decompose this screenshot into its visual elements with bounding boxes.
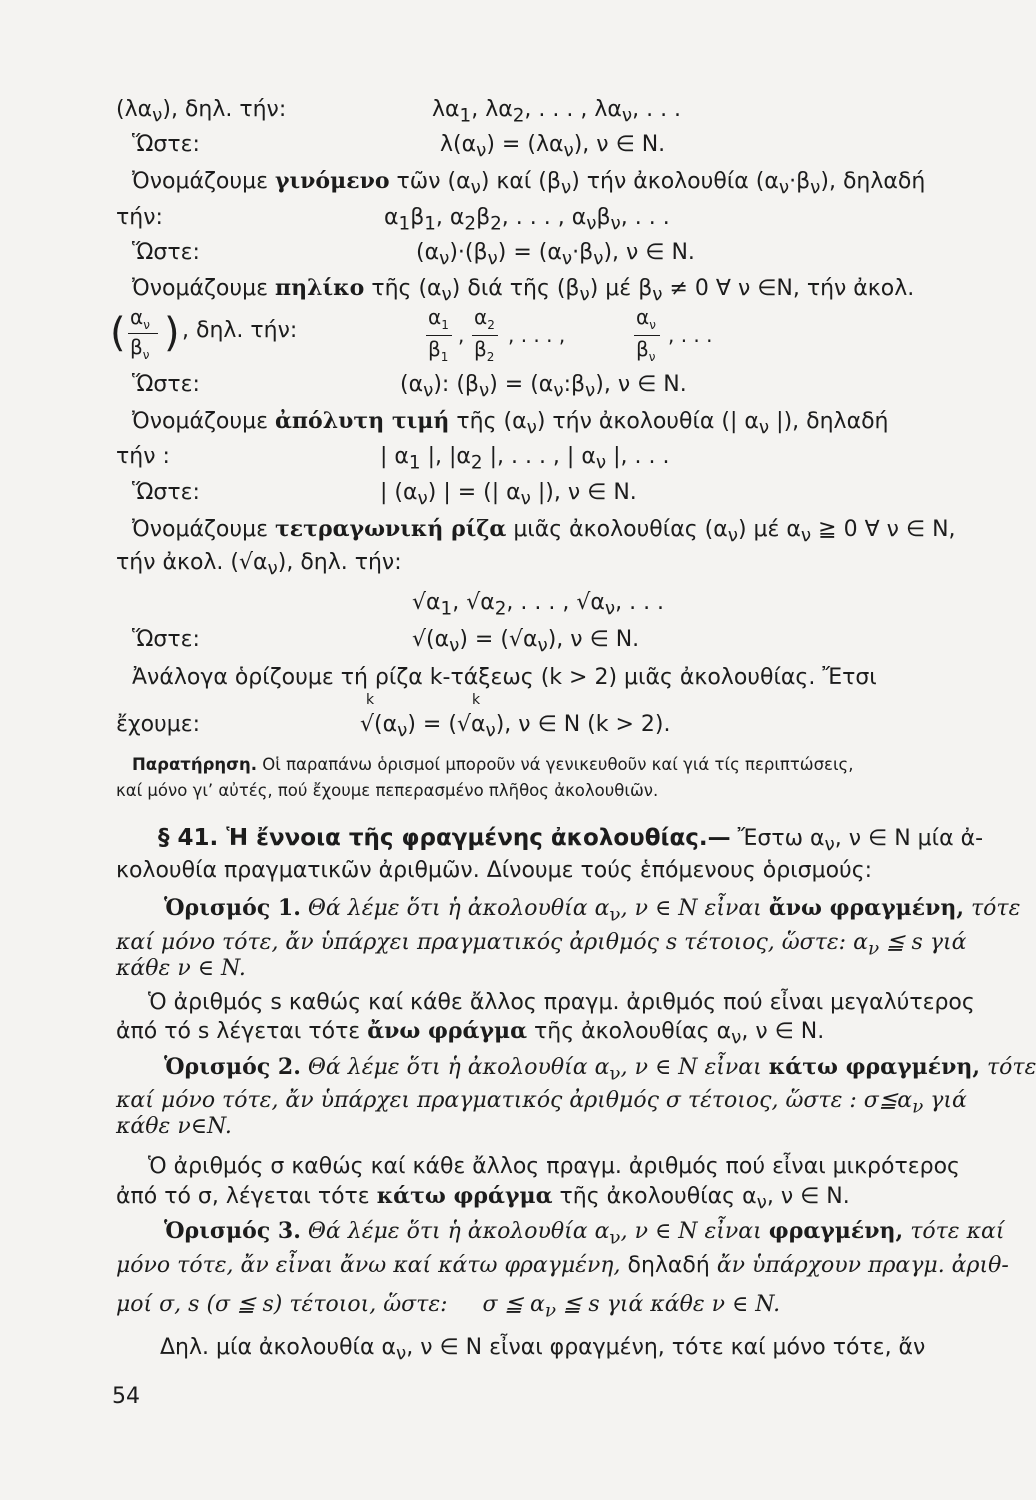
text: ), ν ∈ N (k > 2). — [495, 712, 671, 737]
sub: ν — [593, 248, 604, 270]
sub: ν — [585, 380, 596, 402]
text: τότε — [987, 1055, 1036, 1080]
sub: ν — [520, 488, 531, 510]
text: μόνο τότε, ἄν εἶναι ἄνω καί κάτω φραγμένη, — [116, 1253, 621, 1278]
definition-label: Ὁρισμός 1. — [164, 895, 301, 921]
text: ) = (α — [497, 240, 562, 265]
line-10-left: τήν : — [116, 444, 170, 469]
definition-1-line-5 — [116, 1016, 824, 1053]
text: , λα — [471, 97, 513, 122]
sub: ν — [609, 904, 621, 926]
text: , ν ∈ N εἶναι — [620, 1219, 762, 1244]
text: √(α — [360, 712, 398, 737]
definition-2-line-4: Ὁ ἀριθμός σ καθώς καί κάθε ἄλλος πραγμ. ἀριθμός πού εἶναι μικρότερος — [148, 1154, 960, 1179]
term-upper-bounded: ἄνω φραγμένη, — [768, 895, 964, 921]
sub: ν — [417, 488, 428, 510]
fraction-alpha-over-beta: ( $\alpha_\nu$ $\beta_\nu$ ) — [110, 305, 180, 362]
definition-1-line-3: κάθε ν ∈ N. — [116, 956, 246, 981]
sub: ν — [395, 1343, 407, 1365]
sub: ν — [604, 598, 616, 620]
line-4-left: τήν: — [116, 205, 163, 230]
sub: 2 — [470, 452, 483, 474]
text: τῶν (α — [396, 169, 471, 194]
text: , . . . — [668, 323, 713, 347]
sub: ν — [824, 834, 835, 856]
text: ), δηλαδή — [820, 169, 926, 194]
definition-2-line-2 — [116, 1086, 967, 1122]
text: β — [476, 205, 491, 230]
text: δηλαδή — [627, 1253, 710, 1278]
text: ≦ s γιά κάθε ν ∈ N. — [555, 1292, 781, 1317]
text: μιᾶς ἀκολουθίας (α — [513, 517, 728, 542]
sub: 1 — [459, 105, 472, 127]
text: Δηλ. μία ἀκολουθία α — [160, 1335, 396, 1360]
sub: ν — [756, 1192, 767, 1214]
note-label: Παρατήρηση. — [132, 755, 257, 774]
sub: ν — [609, 1227, 621, 1249]
term-quotient: πηλίκο — [275, 275, 365, 301]
sub: ν — [544, 1300, 556, 1322]
sub: 1 — [408, 452, 421, 474]
sub: ν — [478, 380, 490, 402]
line-2-left: Ὥστε: — [132, 132, 200, 157]
definition-3-line-2 — [116, 1251, 1009, 1281]
text: (λα — [116, 97, 153, 122]
term-lower-bound: κάτω φράγμα — [376, 1183, 553, 1209]
text: α — [384, 205, 399, 230]
text: α — [474, 305, 488, 329]
note-line-1 — [132, 753, 854, 777]
text: | α — [380, 444, 409, 469]
fraction-bar — [472, 335, 498, 336]
line-13 — [116, 548, 402, 584]
numerator: α — [130, 305, 144, 329]
sub: 1 — [440, 598, 453, 620]
text: α — [636, 305, 650, 329]
sub: ν — [758, 417, 770, 439]
note-line-2: καί μόνο γι’ αὐτές, πού ἔχουμε πεπερασμένο πλῆθος ἀκολουθιῶν. — [116, 781, 659, 800]
text: :β — [563, 372, 586, 397]
fraction-bar — [634, 335, 660, 336]
text: , . . . — [620, 205, 670, 230]
text: ) = (√α — [407, 712, 486, 737]
definition-label: Ὁρισμός 2. — [164, 1054, 301, 1080]
line-12 — [132, 514, 956, 551]
text: |, . . . , | α — [482, 444, 596, 469]
k-index-1: k — [366, 692, 375, 708]
sub: ν — [487, 248, 498, 270]
text: , ν ∈ N εἶναι — [620, 1055, 762, 1080]
text: , ν ∈ N εἶναι — [620, 896, 762, 921]
sub: ν — [810, 177, 821, 199]
sub: ν — [470, 177, 481, 199]
text: ≠ 0 ∀ ν ∈N, τήν ἀκολ. — [662, 276, 915, 301]
sub: ν — [778, 177, 790, 199]
definition-1-line-4: Ὁ ἀριθμός s καθώς καί κάθε ἄλλος πραγμ. ἀριθμός πού εἶναι μεγαλύτερος — [148, 990, 975, 1015]
text: ), δηλ. τήν: — [277, 550, 402, 575]
text: τότε καί — [910, 1219, 1005, 1244]
sub: 1 — [424, 213, 436, 235]
term-product: γινόμενο — [275, 168, 390, 194]
k-index-2: k — [472, 692, 481, 708]
sub: ν — [912, 1096, 924, 1118]
text: ): (β — [433, 372, 479, 397]
text: , . . . , λα — [524, 97, 622, 122]
term-square-root: τετραγωνική ρίζα — [275, 516, 507, 542]
line-5-left: Ὥστε: — [132, 240, 200, 265]
text: ), ν ∈ N. — [547, 627, 640, 652]
text: β — [596, 205, 611, 230]
definition-label: Ὁρισμός 3. — [164, 1218, 301, 1244]
text: ) | = (| α — [427, 480, 521, 505]
sub: 2 — [464, 213, 477, 235]
sub: ν — [595, 452, 607, 474]
definition-1-line-1 — [164, 893, 1020, 930]
text: , . . . — [632, 97, 682, 122]
sub: ν — [485, 720, 496, 742]
definition-2-line-3: κάθε ν∈N. — [116, 1114, 232, 1139]
sub: ν — [537, 635, 548, 657]
text: , √α — [452, 590, 495, 615]
sub: ν — [727, 525, 738, 547]
text: , . . . , — [508, 323, 566, 347]
closing-line — [160, 1333, 925, 1369]
sub: ν — [476, 140, 487, 162]
fraction-bar — [426, 335, 452, 336]
text: ) διά τῆς (β — [451, 276, 580, 301]
sub: ν — [609, 1063, 621, 1085]
text: Οἱ παραπάνω ὁρισμοί μποροῦν νά γενικευθοῦν καί γιά τίς περιπτώσεις, — [262, 755, 854, 774]
line-7-formula: $\alpha_1$ $\beta_1$ , $\alpha_2$ $\beta_2$ , . . . , $\alpha_\nu$ $\beta_\nu$ , . . . — [428, 305, 713, 364]
text: ·β — [572, 240, 594, 265]
sub: 2 — [490, 213, 502, 235]
sub: ν — [649, 318, 656, 332]
definition-2-line-1 — [164, 1052, 1036, 1089]
text: , . . . , α — [501, 205, 587, 230]
sub: ν — [563, 140, 574, 162]
sub: 2 — [487, 318, 495, 332]
line-11-formula — [380, 478, 637, 514]
sub: ν — [553, 380, 564, 402]
line-15-left: Ὥστε: — [132, 627, 200, 652]
line-4-formula — [384, 203, 670, 239]
line-3 — [132, 166, 925, 203]
line-17-left: ἔχουμε: — [116, 712, 201, 737]
sub: ν — [648, 350, 656, 364]
sub: ν — [439, 248, 450, 270]
text: β — [410, 205, 425, 230]
sub: ν — [610, 213, 621, 235]
sub: ν — [586, 213, 597, 235]
text: |, . . . — [606, 444, 670, 469]
section-41-heading — [158, 823, 983, 860]
text: | (α — [380, 480, 418, 505]
term-lower-bounded: κάτω φραγμένη, — [768, 1054, 981, 1080]
text: , ν ∈ N εἶναι φραγμένη, τότε καί μόνο τότε, ἄν — [406, 1335, 926, 1360]
text: Ὀνομάζουμε — [132, 409, 268, 434]
text: ≦ s γιά — [879, 930, 967, 955]
sub: ν — [441, 284, 452, 306]
line-8-formula — [400, 370, 687, 406]
text: , . . . , √α — [506, 590, 605, 615]
term-bounded: φραγμένη, — [768, 1218, 904, 1244]
text: β — [428, 337, 441, 361]
sub: ν — [152, 105, 163, 127]
sub: ν — [267, 558, 278, 580]
line-14-formula — [412, 588, 664, 624]
line-17-formula — [360, 710, 671, 746]
text: β — [636, 337, 649, 361]
text: |), ν ∈ N. — [530, 480, 637, 505]
text: ) = (√α — [459, 627, 538, 652]
line-10-formula — [380, 442, 669, 478]
text: ), ν ∈ N. — [595, 372, 687, 397]
denominator: β — [130, 335, 143, 359]
text: σ ≦ α — [482, 1292, 545, 1317]
sub: ν — [143, 318, 150, 332]
term-upper-bound: ἄνω φράγμα — [367, 1018, 528, 1044]
text: Θά λέμε ὅτι ἡ ἀκολουθία — [307, 896, 588, 921]
sub: ν — [449, 635, 460, 657]
line-1-left — [116, 95, 286, 131]
text: ·β — [789, 169, 811, 194]
sub: 1 — [441, 318, 449, 332]
text: λ(α — [440, 132, 477, 157]
definition-3-line-1 — [164, 1216, 1004, 1253]
text: τότε — [971, 896, 1021, 921]
text: καί μόνο τότε, ἄν ὑπάρχει πραγματικός ἀριθμός s τέτοιος, ὥστε: α — [116, 930, 868, 955]
text: |), δηλαδή — [769, 409, 889, 434]
text: Θά λέμε ὅτι ἡ ἀκολουθία α — [307, 1055, 610, 1080]
sub: 2 — [486, 350, 495, 364]
fraction-bar — [128, 333, 158, 334]
text: , ν ∈ N. — [741, 1019, 825, 1044]
text: (α — [400, 372, 424, 397]
line-8-left: Ὥστε: — [132, 372, 200, 397]
sub: 2 — [512, 105, 525, 127]
line-1-formula — [432, 95, 681, 131]
line-15-formula — [412, 625, 639, 661]
text: ) τήν ἀκολουθία (α — [571, 169, 779, 194]
sub: ν — [561, 248, 573, 270]
text: |, |α — [420, 444, 471, 469]
text: , . . . — [615, 590, 665, 615]
line-7-left: , δηλ. τήν: — [182, 318, 298, 343]
text: , α — [435, 205, 465, 230]
sub: 1 — [398, 213, 411, 235]
text: Ἔστω α — [737, 826, 825, 851]
text: , ν ∈ N. — [766, 1184, 850, 1209]
text: ἄν ὑπάρχουν πραγμ. ἀριθ- — [716, 1253, 1009, 1278]
text: β — [474, 337, 487, 361]
sub: ν — [731, 1027, 742, 1049]
definition-2-line-5 — [116, 1181, 850, 1218]
line-9 — [132, 406, 888, 443]
sub: ν — [867, 938, 880, 960]
text: ἀπό τό s λέγεται τότε — [116, 1019, 361, 1044]
text: ) = (λα — [486, 132, 564, 157]
text: τήν ἀκολ. (√α — [116, 550, 268, 575]
page-number: 54 — [112, 1384, 140, 1409]
sub: ν — [652, 284, 663, 306]
sub: 2 — [494, 598, 507, 620]
definition-3-line-3 — [116, 1290, 780, 1326]
section-41-line-2: κολουθία πραγματικῶν ἀριθμῶν. Δίνουμε τούς ἑπόμενους ὁρισμούς: — [116, 858, 873, 883]
text: γιά — [923, 1088, 967, 1113]
sub: ν — [621, 105, 633, 127]
text: Θά λέμε ὅτι ἡ ἀκολουθία α — [307, 1219, 610, 1244]
text: ) τήν ἀκολουθία (| α — [536, 409, 759, 434]
text: α — [594, 896, 610, 921]
text: Ὀνομάζουμε — [132, 276, 268, 301]
text: ), ν ∈ N. — [573, 132, 666, 157]
sub: ν — [423, 380, 434, 402]
sub: ν — [142, 348, 150, 362]
text: τῆς ἀκολουθίας α — [534, 1019, 732, 1044]
sub: ν — [526, 417, 537, 439]
line-5-formula — [416, 238, 695, 274]
text: καί μόνο τότε, ἄν ὑπάρχει πραγματικός ἀριθμός σ τέτοιος, ὥστε : σ≦α — [116, 1088, 913, 1113]
sub: ν — [397, 720, 408, 742]
text: (α — [416, 240, 440, 265]
text: α — [428, 305, 442, 329]
text: Ὀνομάζουμε — [132, 517, 268, 542]
text: )·(β — [449, 240, 488, 265]
text: ), δηλ. τήν: — [162, 97, 287, 122]
sub: ν — [800, 525, 812, 547]
text: ) μέ α — [737, 517, 801, 542]
section-title: § 41. Ἡ ἔννοια τῆς φραγμένης ἀκολουθίας.— — [158, 825, 731, 851]
text: ), ν ∈ N. — [603, 240, 695, 265]
text: ) καί (β — [480, 169, 561, 194]
text: √α — [412, 590, 441, 615]
text: ) μέ β — [589, 276, 653, 301]
text: ) = (α — [489, 372, 554, 397]
sub: 1 — [440, 350, 449, 364]
text: τῆς ἀκολουθίας α — [559, 1184, 757, 1209]
line-16: Ἀνάλογα ὁρίζουμε τή ρίζα k-τάξεως (k > 2) μιᾶς ἀκολουθίας. Ἔτσι — [132, 665, 877, 690]
text: √(α — [412, 627, 450, 652]
line-11-left: Ὥστε: — [132, 480, 200, 505]
text: τῆς (α — [371, 276, 442, 301]
text: λα — [432, 97, 460, 122]
text: τῆς (α — [456, 409, 527, 434]
text: μοί σ, s (σ ≦ s) τέτοιοι, ὥστε: — [116, 1292, 448, 1317]
text: , ν ∈ N μία ἀ- — [834, 826, 984, 851]
line-2-formula — [440, 130, 665, 166]
term-absolute-value: ἀπόλυτη τιμή — [275, 408, 450, 434]
sub: ν — [579, 284, 590, 306]
text: Ὀνομάζουμε — [132, 169, 268, 194]
sub: ν — [560, 177, 572, 199]
text: ≧ 0 ∀ ν ∈ N, — [811, 517, 956, 542]
text: ἀπό τό σ, λέγεται τότε — [116, 1184, 370, 1209]
